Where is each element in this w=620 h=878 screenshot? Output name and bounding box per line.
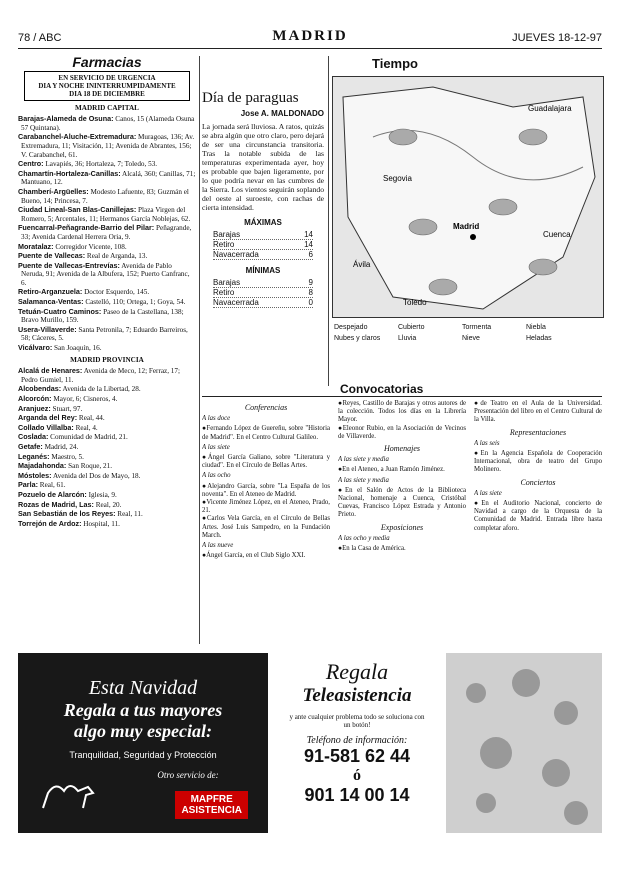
capital-list: [18, 115, 196, 352]
min-temp-table: [213, 266, 313, 308]
provincia-heading: MADRID PROVINCIA: [70, 355, 144, 364]
temp-station: Retiro: [213, 288, 235, 297]
temp-value: 6: [308, 250, 313, 259]
pharmacy-district: Coslada:: [18, 432, 49, 442]
urgencia-line: DIA Y NOCHE ININTERRUMPIDAMENTE: [38, 81, 176, 90]
ad-right-photo: [446, 653, 602, 833]
event-text: ●En la Casa de América.: [338, 545, 406, 553]
ad-or: ó: [353, 767, 361, 784]
article-body: La jornada será lluviosa. A ratos, quizás se abra algún que otro claro, pero dejará de ser una circunstancia transitoria. Tras la notable subida de las temperaturas experimentada ayer, hoy es probable que bajen ligeramente, por lo que podría nevar en las cumbres de la Sierra. Los vientos seguirán soplando del oeste al suroeste, con rachas de cierta intensidad.: [202, 122, 324, 212]
pharmacy-district: Alcorcón:: [18, 394, 52, 403]
event-time: A las siete: [202, 443, 230, 451]
ad-center: [273, 653, 441, 833]
cloud-icon: [489, 199, 517, 215]
event-text: ●En el Auditorio Nacional, concierto de Navidad a cargo de la Orquesta de la Comunidad de Madrid. Entrada libre hasta completar aforo.: [474, 500, 602, 532]
cloud-icon: [409, 219, 437, 235]
pharmacy-entry: Parla: Real, 61.: [18, 480, 66, 490]
pharmacy-district: Retiro-Arganzuela:: [18, 287, 83, 297]
pharmacy-district: Parla:: [18, 480, 38, 490]
section-title: MADRID: [272, 28, 348, 44]
pharmacy-district: Alcalá de Henares:: [18, 366, 83, 376]
pharmacy-district: Ciudad Lineal-San Blas-Canillejas:: [18, 205, 137, 215]
cloud-icon: [529, 259, 557, 275]
region-outline: [343, 87, 595, 309]
legend-item: Tormenta: [462, 324, 492, 331]
event-text: ●Carlos Vela García, en el Círculo de Bellas Artes. José Luis Sampedro, en la Fundación March.: [202, 515, 330, 539]
urgencia-line: EN SERVICIO DE URGENCIA: [58, 73, 156, 82]
city-label: Ávila: [353, 260, 371, 269]
event-heading: Homenajes: [384, 444, 420, 454]
min-temp-title: MÍNIMAS: [245, 266, 281, 275]
pharmacy-district: Móstoles:: [18, 470, 52, 480]
city-label: Cuenca: [543, 230, 571, 239]
madrid-dot: [470, 234, 476, 240]
col1-heading: Conferencias: [244, 403, 288, 412]
ad-center-line: Teleasistencia: [302, 685, 412, 706]
pharmacy-district: Usera-Villaverde:: [18, 324, 77, 334]
pharmacy-entry: Ciudad Lineal-San Blas-Canillejas: Plaza Virgen del Romero, 5; Arcentales, 11; Hermanos García Noblejas, 62.: [18, 205, 191, 223]
pharmacy-entry: Alcorcón: Mayor, 6; Cisneros, 4.: [18, 394, 118, 403]
pharmacy-entry: Chamartín-Hortaleza-Canillas: Alcalá, 360; Canillas, 71; Mantuano, 12.: [18, 168, 196, 187]
pharmacy-entry: Leganés: Maestro, 5.: [18, 451, 84, 461]
temp-station: Barajas: [213, 230, 241, 239]
pharmacy-district: Puente de Vallecas-Entrevías:: [18, 260, 120, 270]
ad-left-line: Otro servicio de:: [157, 770, 219, 780]
convocatorias-rule: [202, 396, 602, 397]
event-heading: Exposiciones: [380, 522, 424, 532]
urgencia-line: DIA 18 DE DICIEMBRE: [69, 89, 145, 98]
pharmacy-district: Tetuán-Cuatro Caminos:: [18, 306, 102, 316]
temp-value: 14: [304, 230, 313, 239]
event-heading: Representaciones: [509, 427, 567, 437]
legend-item: Nubes y claros: [334, 335, 381, 342]
page-date: JUEVES 18-12-97: [512, 32, 602, 44]
legend-item: Lluvia: [398, 335, 417, 342]
pharmacy-entry: Aranjuez: Stuart, 97.: [18, 403, 83, 413]
capital-heading: MADRID CAPITAL: [75, 103, 139, 112]
event-text: ●En el Ateneo, a Juan Ramón Jiménez.: [338, 466, 445, 474]
pharmacy-entry: Moratalaz: Corregidor Vicente, 108.: [18, 241, 127, 251]
legend-item: Nieve: [462, 335, 480, 342]
pharmacy-entry: Vicálvaro: San Joaquín, 16.: [18, 343, 102, 353]
ad-left-line: Regala a tus mayores: [63, 700, 223, 720]
pharmacy-entry: Puente de Vallecas-Entrevías: Avenida de Pablo Neruda, 91; Avenida de la Albufera, 152; Puerto Canfranc, 6.: [18, 260, 190, 287]
convocatorias-col3: [474, 400, 602, 645]
event-text: ●Reyes, Castillo de Barajas y otros autores de la colección. Todos los días en la Librería Mayor.: [338, 400, 466, 424]
pharmacy-district: Torrejón de Ardoz:: [18, 518, 82, 528]
ads-row: [18, 653, 602, 833]
weather-map: [332, 76, 604, 318]
farmacias-title: Farmacias: [72, 56, 142, 70]
ad-left-line: algo muy especial:: [74, 721, 212, 741]
pharmacy-entry: Centro: Lavapiés, 36; Hortaleza, 7; Toledo, 53.: [18, 159, 158, 169]
convocatorias-title: Convocatorias: [340, 382, 424, 396]
temp-station: Retiro: [213, 240, 235, 249]
event-time: A las siete: [474, 489, 502, 497]
temp-value: 9: [308, 278, 313, 287]
urgencia-box: [24, 71, 190, 101]
pharmacy-entry: Chamberí-Argüelles: Modesto Lafuente, 83; Guzmán el Bueno, 14; Princesa, 7.: [18, 186, 189, 205]
ad-center-line: Regala: [325, 659, 389, 684]
event-time: A las ocho y media: [338, 534, 390, 542]
pharmacy-district: Pozuelo de Alarcón:: [18, 489, 87, 499]
provincia-list: [18, 367, 196, 528]
farmacias-column: [18, 56, 196, 644]
ad-left-line: Esta Navidad: [88, 677, 198, 699]
city-label: Segovia: [383, 174, 412, 183]
pharmacy-entry: Collado Villalba: Real, 4.: [18, 422, 98, 432]
page-header: [18, 30, 602, 46]
pharmacy-district: Getafe:: [18, 441, 43, 451]
pharmacy-district: Chamartín-Hortaleza-Canillas:: [18, 168, 121, 178]
pharmacy-entry: Fuencarral-Peñagrande-Barrio del Pilar: Peñagrande, 33; Avenida Cardenal Herrera Oria, 9.: [18, 223, 192, 241]
pharmacy-district: San Sebastián de los Reyes:: [18, 509, 116, 519]
pharmacy-entry: Usera-Villaverde: Santa Petronila, 7; Eduardo Barreiros, 58; Cáceres, 5.: [18, 324, 188, 343]
pharmacy-district: Rozas de Madrid, Las:: [18, 499, 94, 509]
cloud-icon: [429, 279, 457, 295]
temp-row: [213, 250, 313, 260]
mapfre-logo: MAPFRE ASISTENCIA: [175, 791, 248, 819]
temp-station: Navacerrada: [213, 250, 259, 259]
pharmacy-entry: San Sebastián de los Reyes: Real, 11.: [18, 509, 143, 519]
temp-station: Barajas: [213, 278, 241, 287]
pharmacy-district: Leganés:: [18, 451, 50, 461]
pharmacy-district: Aranjuez:: [18, 403, 51, 413]
pharmacy-entry: Tetuán-Cuatro Caminos: Paseo de la Castellana, 138; Bravo Murillo, 159.: [18, 306, 184, 325]
pharmacy-district: Majadahonda:: [18, 461, 67, 471]
weather-legend: [334, 322, 602, 344]
pharmacy-district: Carabanchel-Aluche-Extremadura:: [18, 132, 137, 142]
article-title: Día de paraguas: [202, 90, 299, 106]
cloud-icon: [519, 129, 547, 145]
pharmacy-district: Chamberí-Argüelles:: [18, 186, 89, 196]
event-text: ●Fernando López de Guereñu, sobre "Historia de Madrid". En el Centro Cultural Galileo.: [202, 425, 330, 441]
pharmacy-district: Fuencarral-Peñagrande-Barrio del Pilar:: [18, 223, 155, 233]
pharmacy-entry: Alcobendas: Avenida de la Libertad, 28.: [18, 384, 141, 394]
ad-center-line: Teléfono de información:: [306, 735, 408, 746]
map-svg: [333, 77, 603, 317]
temp-station: Navacerrada: [213, 298, 259, 307]
pharmacy-district: Moratalaz:: [18, 241, 54, 251]
pharmacy-entry: Pozuelo de Alarcón: Iglesia, 9.: [18, 489, 117, 499]
ad-left: [18, 653, 268, 833]
ad-phone: 91-581 62 44: [303, 746, 411, 766]
temp-row: [213, 278, 313, 288]
event-time: A las ocho: [202, 472, 231, 480]
legend-item: Despejado: [334, 324, 368, 331]
event-text: ●Eleonor Rubio, en la Asociación de Vecinos de Villaverde.: [338, 424, 466, 440]
city-label: Guadalajara: [528, 104, 572, 113]
article-author: Jose A. MALDONADO: [240, 109, 324, 118]
legend-item: Cubierto: [398, 324, 425, 331]
city-label: Toledo: [403, 298, 427, 307]
max-temp-table: [213, 218, 313, 260]
pharmacy-entry: Carabanchel-Aluche-Extremadura: Muragoas, 136; Av. Extremadura, 11; Visitación, 11; Avenida de Abrantes, 156; V. Carabanchel, 61.: [18, 132, 195, 159]
event-time: A las doce: [202, 415, 231, 423]
event-heading: Conciertos: [520, 477, 556, 487]
pharmacy-entry: Majadahonda: San Roque, 21.: [18, 461, 113, 471]
event-text: ●Ángel García Galiano, sobre "Literatura y ciudad". En el Círculo de Bellas Artes.: [202, 454, 330, 470]
header-rule: [18, 48, 602, 49]
pharmacy-district: Barajas-Alameda de Osuna:: [18, 114, 114, 124]
pharmacy-district: Puente de Vallecas:: [18, 251, 86, 261]
event-text: ●Ángel García, en el Club Siglo XXI.: [202, 552, 306, 560]
pharmacy-entry: Alcalá de Henares: Avenida de Meco, 12; Ferraz, 17; Pedro Gumiel, 11.: [18, 366, 180, 384]
pharmacy-district: Vicálvaro:: [18, 343, 53, 353]
pharmacy-entry: Móstoles: Avenida del Dos de Mayo, 18.: [18, 470, 141, 480]
pharmacy-district: Arganda del Rey:: [18, 413, 78, 423]
pharmacy-district: Salamanca-Ventas:: [18, 297, 84, 307]
pharmacy-district: Centro:: [18, 159, 44, 169]
pharmacy-entry: Retiro-Arganzuela: Doctor Esquerdo, 145.: [18, 287, 150, 297]
pharmacy-district: Alcobendas:: [18, 384, 62, 394]
pharmacy-entry: Salamanca-Ventas: Castelló, 110; Ortega, 1; Goya, 54.: [18, 297, 186, 307]
tiempo-title: Tiempo: [372, 56, 418, 71]
cloud-icon: [389, 129, 417, 145]
event-text: ●de Teatro en el Aula de la Universidad. Presentación del libro en el Centro Cultural de la Villa.: [474, 400, 602, 424]
column-divider: [328, 56, 329, 386]
max-temp-title: MÁXIMAS: [244, 218, 282, 227]
temp-row: [213, 298, 313, 308]
temp-value: 14: [304, 240, 313, 249]
ad-left-line: Tranquilidad, Seguridad y Protección: [69, 750, 217, 760]
pharmacy-entry: Arganda del Rey: Real, 44.: [18, 413, 105, 423]
legend-item: Heladas: [526, 335, 552, 342]
pharmacy-entry: Torrejón de Ardoz: Hospital, 11.: [18, 518, 120, 528]
temp-value: 8: [308, 288, 313, 297]
column-divider: [199, 56, 200, 644]
convocatorias-col2: [338, 400, 466, 645]
convocatorias-col1: [202, 400, 330, 645]
event-time: A las siete y media: [338, 456, 389, 464]
event-text: ●En la Agencia Española de Cooperación Internacional, obra de teatro del Grupo Molinero.: [474, 450, 602, 474]
event-time: A las seis: [474, 439, 500, 447]
temp-row: [213, 230, 313, 240]
city-label: Madrid: [453, 222, 480, 231]
pharmacy-entry: Rozas de Madrid, Las: Real, 20.: [18, 499, 122, 509]
temp-row: [213, 288, 313, 298]
pharmacy-entry: Barajas-Alameda de Osuna: Canos, 15 (Alameda Osuna 57 Quintana).: [18, 114, 195, 132]
temp-value: 0: [308, 298, 313, 307]
pharmacy-entry: Getafe: Madrid, 24.: [18, 441, 79, 451]
event-text: ●Alejandro García, sobre "La España de los noventa". En el Ateneo de Madrid.: [202, 482, 330, 498]
event-time: A las nueve: [202, 542, 234, 550]
ad-center-line: y ante cualquier problema todo se soluciona con un botón!: [289, 713, 425, 729]
temp-row: [213, 240, 313, 250]
legend-item: Niebla: [526, 324, 546, 331]
event-text: ●En el Salón de Actos de la Biblioteca Nacional, homenaje a Cuenca, Cristóbal Cuevas, Francisco López Estrada y Antonio Prieto.: [338, 486, 466, 519]
page-number: 78 / ABC: [18, 32, 62, 44]
camel-icon: [38, 773, 98, 813]
pharmacy-entry: Coslada: Comunidad de Madrid, 21.: [18, 432, 128, 442]
photo-texture: [446, 653, 602, 833]
event-time: A las siete y media: [338, 476, 389, 484]
pharmacy-entry: Puente de Vallecas: Real de Arganda, 13.: [18, 251, 148, 261]
event-text: ●Vicente Jiménez López, en el Ateneo, Prado, 21.: [202, 499, 330, 515]
pharmacy-district: Collado Villalba:: [18, 422, 74, 432]
weather-article: [202, 86, 324, 426]
ad-phone: 901 14 00 14: [304, 785, 410, 805]
